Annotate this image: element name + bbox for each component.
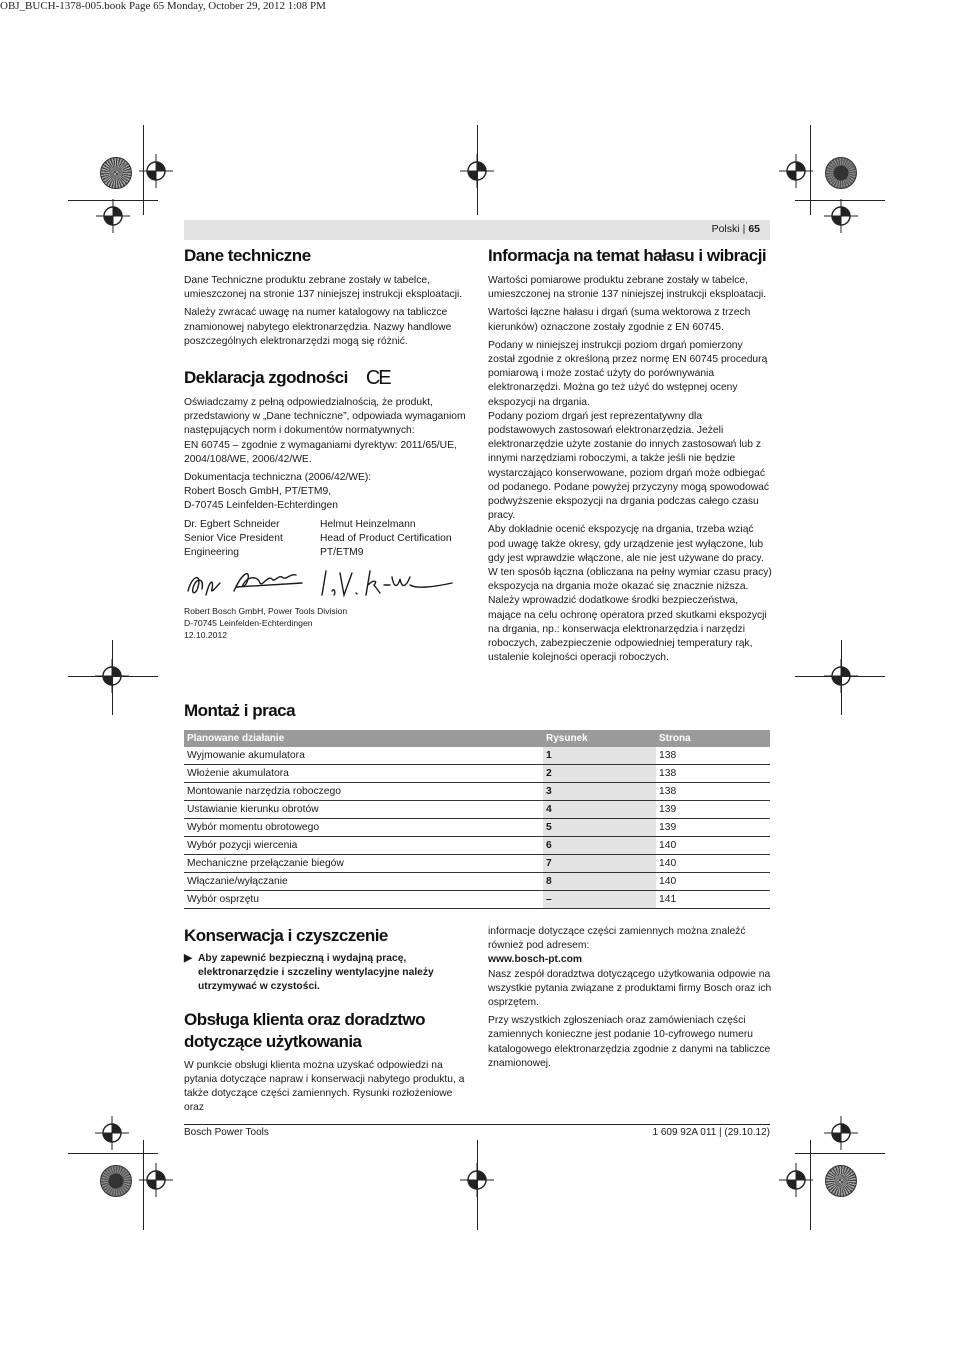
signatory-title: Senior Vice President [184, 533, 283, 545]
table-cell: 139 [656, 801, 770, 819]
paragraph: informacje dotyczące części zamiennych można znaleźć również pod adresem: [488, 926, 746, 952]
signatory-title: Head of Product Certification [320, 533, 452, 545]
table-cell: 7 [543, 855, 656, 873]
paragraph: Wartości pomiarowe produktu zebrane zostały w tabelce, umieszczonej na stronie 137 niniejszej instrukcji eksploatacji. [488, 275, 767, 301]
section-title-obsluga: Obsługa klienta oraz doradztwo dotyczące użytkowania [184, 1009, 425, 1051]
header-language: Polski [711, 223, 740, 235]
paragraph: Dane Techniczne produktu zebrane zostały w tabelce, umieszczonej na stronie 137 niniejszej instrukcji eksploatacji. [184, 275, 463, 301]
registration-mark-icon [95, 1116, 129, 1150]
konserwacja-right-column [488, 925, 772, 1071]
table-cell: 138 [656, 765, 770, 783]
table-cell: 6 [543, 837, 656, 855]
table-cell: 138 [656, 747, 770, 765]
registration-mark-icon [779, 1163, 813, 1197]
registration-mark-icon [824, 659, 858, 693]
table-row [184, 819, 770, 837]
table-cell: Montowanie narzędzia roboczego [184, 783, 543, 801]
table-cell: Ustawianie kierunku obrotów [184, 801, 543, 819]
table-cell: Wyjmowanie akumulatora [184, 747, 543, 765]
doc-line: D-70745 Leinfelden-Echterdingen [184, 500, 338, 512]
section-title-montaz: Montaż i praca [184, 701, 296, 720]
table-cell: 8 [543, 873, 656, 891]
table-row [184, 801, 770, 819]
registration-mark-icon [460, 154, 494, 188]
section-title-konserwacja: Konserwacja i czyszczenie [184, 926, 388, 945]
doc-line: Robert Bosch GmbH, PT/ETM9, [184, 486, 332, 498]
table-row [184, 873, 770, 891]
section-title-informacja: Informacja na temat hałasu i wibracji [488, 246, 767, 265]
konserwacja-column [184, 926, 468, 1115]
registration-mark-icon [139, 154, 173, 188]
signatory-address: D-70745 Leinfelden-Echterdingen [184, 617, 313, 628]
section-title-dane-techniczne: Dane techniczne [184, 246, 311, 265]
registration-mark-icon [96, 199, 130, 233]
registration-mark-icon [139, 1163, 173, 1197]
registration-mark-icon [95, 659, 129, 693]
table-cell: 139 [656, 819, 770, 837]
table-row [184, 891, 770, 909]
color-target-icon [825, 157, 857, 189]
table-cell: Wybór pozycji wiercenia [184, 837, 543, 855]
bullet-item [184, 952, 468, 995]
table-header-row [184, 730, 770, 747]
footer-rule [184, 1124, 770, 1125]
table-cell: 138 [656, 783, 770, 801]
table-cell: Wybór momentu obrotowego [184, 819, 543, 837]
paragraph: Przy wszystkich zgłoszeniach oraz zamówieniach części zamiennych konieczne jest podanie 10-cyfrowego numeru katalogowego elektronarzędzia zgodnie z danymi na tabliczce znamionowej. [488, 1015, 771, 1069]
paragraph: Oświadczamy z pełną odpowiedzialnością, że produkt, przedstawiony w „Dane techniczne”, odpowiada wymaganiom następujących norm i dokumentów normatywnych: [184, 397, 466, 437]
paragraph: Wartości łączne hałasu i drgań (suma wektorowa z trzech kierunków) oznaczone zostały zgodnie z EN 60745. [488, 307, 751, 333]
table-cell: Włączanie/wyłączanie [184, 873, 543, 891]
table-cell: 140 [656, 855, 770, 873]
registration-mark-icon [779, 154, 813, 188]
table-cell: 2 [543, 765, 656, 783]
table-row [184, 783, 770, 801]
section-title-deklaracja-text: Deklaracja zgodności [184, 368, 348, 388]
footer-brand: Bosch Power Tools [184, 1127, 269, 1138]
table-cell: Wybór osprzętu [184, 891, 543, 909]
page-header-bar: Polski | 65 [184, 220, 770, 240]
table-cell: Włożenie akumulatora [184, 765, 543, 783]
table-row [184, 765, 770, 783]
table-cell: 140 [656, 873, 770, 891]
website-link[interactable]: www.bosch-pt.com [488, 954, 583, 966]
paragraph: Aby dokładnie ocenić ekspozycję na drgania, trzeba wziąć pod uwagę także okresy, gdy urządzenie jest wyłączone, lub gdy jest wprawdzie włączone, ale nie jest używane do pracy. W ten sposób łączna (obliczana na pełny wymiar czasu pracy) ekspozycja na drgania może okazać się znacznie niższa. [488, 524, 772, 593]
bullet-text: Aby zapewnić bezpieczną i wydajną pracę, elektronarzędzie i szczeliny wentylacyjne należy utrzymywać w czystości. [198, 953, 434, 993]
table-row [184, 837, 770, 855]
registration-mark-icon [824, 1116, 858, 1150]
page-number: 65 [748, 223, 760, 235]
table-cell: 3 [543, 783, 656, 801]
table-cell: – [543, 891, 656, 909]
color-target-icon [100, 157, 132, 189]
paragraph: Nasz zespół doradztwa dotyczącego użytkowania odpowie na wszystkie pytania związane z produktami firmy Bosch oraz ich osprzętem. [488, 968, 772, 1009]
section-title-deklaracja [184, 367, 468, 390]
table-header-cell: Planowane działanie [184, 730, 543, 747]
table-cell: 140 [656, 837, 770, 855]
table-cell: 141 [656, 891, 770, 909]
paragraph: Podany w niniejszej instrukcji poziom drgań pomierzony został zgodnie z określoną przez normę EN 60745 procedurą pomiarową i może zostać użyty do porównywania elektronarzędzi. Można go też użyć do wstępnej oceny ekspozycji na drgania. [488, 339, 768, 408]
table-row [184, 855, 770, 873]
bullet-arrow-icon: ▶ [184, 953, 192, 964]
ce-mark-icon: CE [365, 367, 390, 390]
table-header-cell: Rysunek [543, 730, 656, 747]
print-header: OBJ_BUCH-1378-005.book Page 65 Monday, October 29, 2012 1:08 PM [0, 0, 326, 12]
table-cell: 5 [543, 819, 656, 837]
declaration-date: 12.10.2012 [184, 629, 228, 640]
signatory-title: PT/ETM9 [320, 547, 364, 559]
signatory-company: Robert Bosch GmbH, Power Tools Division [184, 605, 348, 616]
table-row [184, 747, 770, 765]
paragraph: EN 60745 – zgodnie z wymaganiami dyrektyw: 2011/65/UE, 2004/108/WE, 2006/42/WE. [184, 439, 457, 465]
table-header-cell: Strona [656, 730, 770, 747]
paragraph: Należy zwracać uwagę na numer katalogowy na tabliczce znamionowej nabytego elektronarzędzia. Nazwy handlowe poszczególnych elektronarzędzi mogą się różnić. [184, 307, 452, 347]
signatory-name: Helmut Heinzelmann [320, 518, 416, 530]
paragraph: Należy wprowadzić dodatkowe środki bezpieczeństwa, mające na celu ochronę operatora przed skutkami ekspozycji na drgania, np.: konserwacja elektronarzędzia i narzędzi roboczych, zabezpieczenie odpowiedniej temperatury rąk, ustalenie kolejności operacji roboczych. [488, 595, 767, 664]
table-cell: 4 [543, 801, 656, 819]
montaz-table [184, 730, 770, 909]
table-cell: Mechaniczne przełączanie biegów [184, 855, 543, 873]
paragraph: Podany poziom drgań jest reprezentatywny dla podstawowych zastosowań elektronarzędzia. Jeżeli elektronarzędzie użyte zostanie do innych zastosowań lub z innymi narzędziami roboczymi, a także jeśli nie będzie wystarczająco konserwowane, poziom drgań może odbiegać od podanego. Podane powyżej przyczyny mogą spowodować podwyższenie ekspozycji na drgania podczas całego czasu pracy. [488, 410, 770, 522]
color-target-icon [100, 1165, 132, 1197]
color-target-icon [825, 1165, 857, 1197]
signatory-block [184, 518, 468, 561]
right-column [488, 246, 772, 665]
footer-doc-number: 1 609 92A 011 | (29.10.12) [652, 1127, 770, 1138]
signatory-name: Dr. Egbert Schneider [184, 518, 280, 530]
registration-mark-icon [824, 199, 858, 233]
handwritten-signatures [184, 565, 454, 603]
table-cell: 1 [543, 747, 656, 765]
signatory-title: Engineering [184, 547, 239, 559]
registration-mark-icon [460, 1163, 494, 1197]
doc-line: Dokumentacja techniczna (2006/42/WE): [184, 472, 372, 484]
paragraph: W punkcie obsługi klienta można uzyskać odpowiedzi na pytania dotyczące napraw i konserwacji nabytego produktu, a także dotyczące części zamiennych. Rysunki rozłożeniowe oraz [184, 1059, 465, 1114]
left-column [184, 246, 468, 641]
